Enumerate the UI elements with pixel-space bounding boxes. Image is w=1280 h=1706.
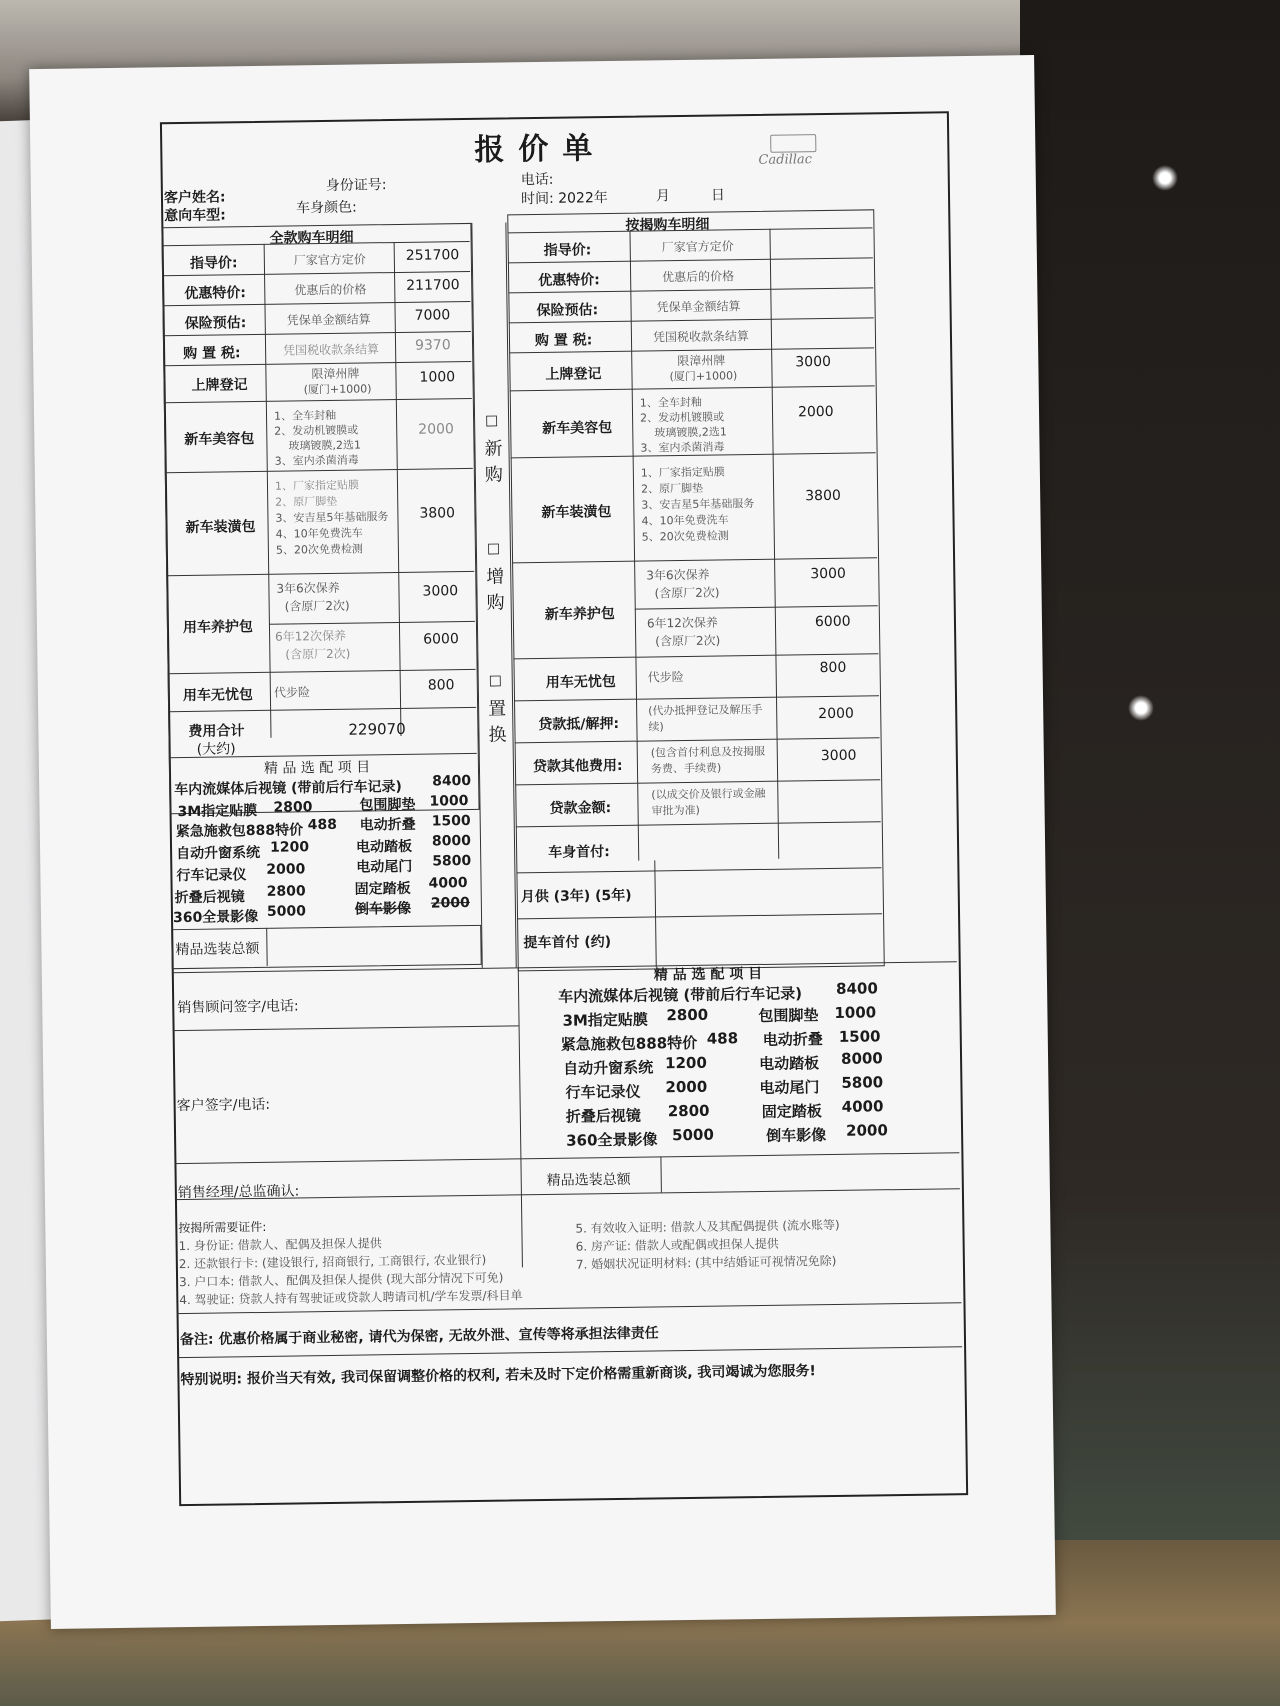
crest-icon bbox=[770, 134, 816, 153]
brand-logo: Cadillac bbox=[758, 134, 829, 175]
sales-signature[interactable]: 销售顾问签字/电话: bbox=[177, 998, 299, 1017]
id-number-label: 身份证号: bbox=[325, 177, 387, 194]
manager-confirmation[interactable]: 销售经理/总监确认: bbox=[177, 1183, 300, 1202]
ceiling-light bbox=[1152, 165, 1178, 191]
phone-label: 电话: bbox=[520, 171, 554, 189]
remark: 备注: 优惠价格属于商业秘密, 请代为保密, 无故外泄、宣传等将承担法律责任 bbox=[179, 1325, 659, 1349]
docs-title: 按揭所需要证件: bbox=[178, 1219, 267, 1236]
left-value-guide: 251700 bbox=[405, 247, 460, 264]
date-month: 月 bbox=[655, 188, 671, 205]
customer-signature[interactable]: 客户签字/电话: bbox=[176, 1096, 271, 1115]
left-label-guide: 指导价: bbox=[189, 255, 238, 272]
page-title: 报价单 bbox=[474, 131, 607, 168]
left-value-discount: 211700 bbox=[406, 277, 460, 294]
full-payment-title: 全款购车明细 bbox=[269, 229, 354, 247]
intended-model-label: 意向车型: bbox=[164, 207, 226, 225]
background-right bbox=[1020, 0, 1280, 1706]
left-value-insurance: 7000 bbox=[414, 307, 451, 324]
body-color-label: 车身颜色: bbox=[296, 199, 357, 217]
mortgage-title: 按揭购车明细 bbox=[625, 216, 710, 234]
customer-name-label: 客户姓名: bbox=[163, 189, 226, 207]
total-label: 费用合计 bbox=[188, 723, 245, 740]
left-value-tax: 9370 bbox=[414, 337, 451, 354]
add-purchase-checkbox[interactable]: □ bbox=[486, 540, 501, 557]
ceiling-light bbox=[1128, 695, 1154, 721]
quote-sheet: 报价单 Cadillac 客户姓名: 身份证号: 电话: 意向车型: 车身颜色: 时间: 2022年 月 日 全款购车明细 指导价: 厂家官方定价 251700 优惠特价: 优惠后的价格 211700 保险预估: 凭保单金额结算 7000 购 置 税: 凭国税收款条结算 9370 上牌登记 限漳州牌 (厦门+1000) 1000 新车美容包 1、全车封釉 2、发动机镀膜或 玻璃镀膜,2选1 3、室内杀菌消毒 2000 新车装潢包 1、厂家指定贴膜 2、原厂脚垫 3、安吉星5年基础服务 4、10年免费洗车 5、20次免费检测 3800 用车养护包 3年6次保养 (含原厂2次) 3000 6年12次保养 (含原厂2次) 6000 用车无忧包 代步险 800 费用合计 (大约) 229070 精 品 选 配 项 目 车内流媒体后视镜 (带前后行车记录) 8400 3M指定贴膜 2800 包围脚垫 1000 紧急施救包888特价 488 电动折叠 1500 自动升窗系统 1200 电动踏板 8000 行车记录仪 2000 电动尾门 5800 折叠后视镜 2800 固定踏板 4000 360全景影像 5000 倒车影像 2000 精品选装总额 □ 新 购 □ 增 购 □ 置 换 按揭购车明细 指导价: 厂家官方定价 优惠特价: 优惠后的价格 保险预估: 凭保单金额结算 购 置 税: 凭国税收款条结算 上牌登记 限漳州牌 (厦门+1000) 3000 新车美容包 1、全车封釉 2、发动机镀膜或 玻璃镀膜,2选1 3、室内杀菌消毒 2000 新车装潢包 1、厂家指定贴膜 2、原厂脚垫 3、安吉星5年基础服务 4、10年免费洗车 5、20次免费检测 3800 新车养护包 3年6次保养 (含原厂2次) 3000 6年12次保养 (含原厂2次) 6000 用车无忧包 代步险 800 贷款抵/解押: (代办抵押登记及解压手 续) 2000 贷款其他费用: (包含首付利息及按揭服 务费、手续费) 3000 贷款金额: (以成交价及银行或金融 审批为准) 车身首付: 月供 (3年) (5年) 提车首付 (约) 精 品 选 配 项 目 车内流媒体后视镜 (带前后行车记录) 8400 3M指定贴膜 2800 包围脚垫 1000 紧急施救包888特价 488 电动折叠 1500 自动升窗系统 1200 电动踏板 8000 行车记录仪 2000 电动尾门 5800 折叠后视镜 2800 固定踏板 4000 360全景影像 5000 倒车影像 2000 销售顾问签字/电话: 客户签字/电话: 销售经理/总监确认: 精品选装总额 按揭所需要证件: 1. 身份证: 借款人、配偶及担保人提供 2. 还款银行卡: (建设银行, 招商银行, 工商银行, 农业银行) 3. 户口本: 借款人、配偶及担保人提供 (现大部分情况下可免) 4. 驾驶证: 贷款人持有驾驶证或贷款人聘请司机/学车发票/科目单 5. 有效收入证明: 借款人及其配偶提供 (流水账等) 6. 房产证: 借款人或配偶或担保人提供 7. 婚姻状况证明材料: (其中结婚证可视情况免除) 备注: 优惠价格属于商业秘密, 请代为保密, 无故外泄、宣传等将承担法律责任 特别说明: 报价当天有效, 我司保留调整价格的权利, 若未及时下定价格需重新商谈, 我司竭诚为您服务! bbox=[29, 55, 1056, 1629]
trade-in-checkbox[interactable]: □ bbox=[488, 672, 503, 689]
special-note: 特别说明: 报价当天有效, 我司保留调整价格的权利, 若未及时下定价格需重新商谈, 我司竭诚为您服务! bbox=[180, 1363, 816, 1389]
date-day: 日 bbox=[710, 187, 726, 204]
left-accessories-title: 精 品 选 配 项 目 bbox=[263, 759, 371, 777]
right-accessories-title: 精 品 选 配 项 目 bbox=[653, 965, 763, 984]
new-purchase-checkbox[interactable]: □ bbox=[485, 412, 499, 429]
total-value: 229070 bbox=[348, 719, 406, 739]
date-label: 时间: 2022年 bbox=[520, 190, 608, 208]
